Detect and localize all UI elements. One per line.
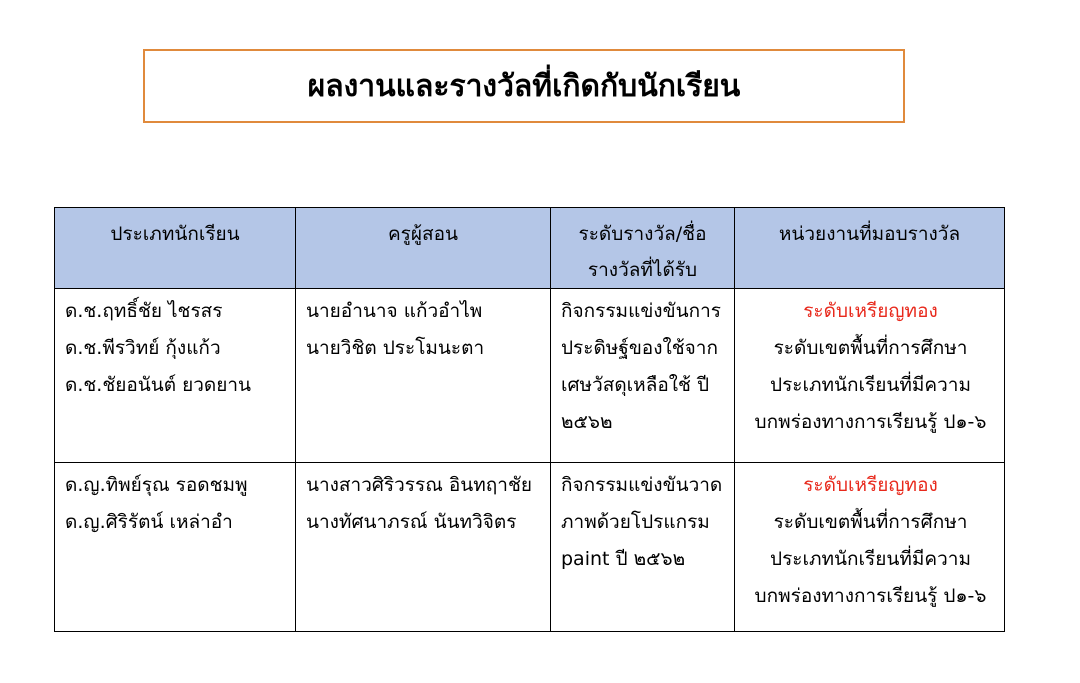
page-title: ผลงานและรางวัลที่เกิดกับนักเรียน: [307, 68, 741, 104]
activity-cell: [551, 463, 735, 632]
award-level: ระดับเหรียญทอง: [803, 474, 938, 496]
agency-cell: [735, 463, 1005, 632]
header-teacher: ครูผู้สอน: [296, 208, 551, 289]
table-row: [55, 463, 1005, 632]
header-award-name: ระดับรางวัล/ชื่อรางวัลที่ได้รับ: [551, 208, 735, 289]
students-cell: [55, 289, 296, 463]
student-name: ด.ช.พีรวิทย์ กุ้งแก้ว: [65, 337, 221, 359]
student-name: ด.ช.ชัยอนันต์ ยวดยาน: [65, 374, 252, 396]
students-cell: [55, 463, 296, 632]
activity-cell: [551, 289, 735, 463]
teachers-cell: [296, 463, 551, 632]
header-awarding-agency: หน่วยงานที่มอบรางวัล: [735, 208, 1005, 289]
agency-description: ระดับเขตพื้นที่การศึกษา ประเภทนักเรียนที่มีความบกพร่องทางการเรียนรู้ ป๑-๖: [754, 337, 987, 433]
title-box: [143, 49, 905, 123]
agency-cell: [735, 289, 1005, 463]
teacher-name: นางสาวศิริวรรณ อินทฤาชัย: [306, 474, 533, 496]
teacher-name: นายวิชิต ประโมนะตา: [306, 337, 485, 359]
activity-name: กิจกรรมแข่งขันการประดิษฐ์ของใช้จากเศษวัสดุเหลือใช้ ปี ๒๕๖๒: [561, 300, 721, 433]
activity-name: กิจกรรมแข่งขันวาดภาพด้วยโปรแกรม paint ปี ๒๕๖๒: [561, 474, 723, 570]
student-name: ด.ญ.ทิพย์รุณ รอดชมพู: [65, 474, 248, 496]
teachers-cell: [296, 289, 551, 463]
award-level: ระดับเหรียญทอง: [803, 300, 938, 322]
teacher-name: นายอำนาจ แก้วอำไพ: [306, 300, 483, 322]
student-name: ด.ช.ฤทธิ์ชัย ไชรสร: [65, 300, 223, 322]
awards-table: [54, 207, 1005, 632]
teacher-name: นางทัศนาภรณ์ นันทวิจิตร: [306, 511, 517, 533]
agency-description: ระดับเขตพื้นที่การศึกษา ประเภทนักเรียนที่มีความบกพร่องทางการเรียนรู้ ป๑-๖: [754, 511, 987, 607]
table-row: [55, 289, 1005, 463]
table-header-row: [55, 208, 1005, 289]
header-student-type: ประเภทนักเรียน: [55, 208, 296, 289]
student-name: ด.ญ.ศิริรัตน์ เหล่าอำ: [65, 511, 233, 533]
